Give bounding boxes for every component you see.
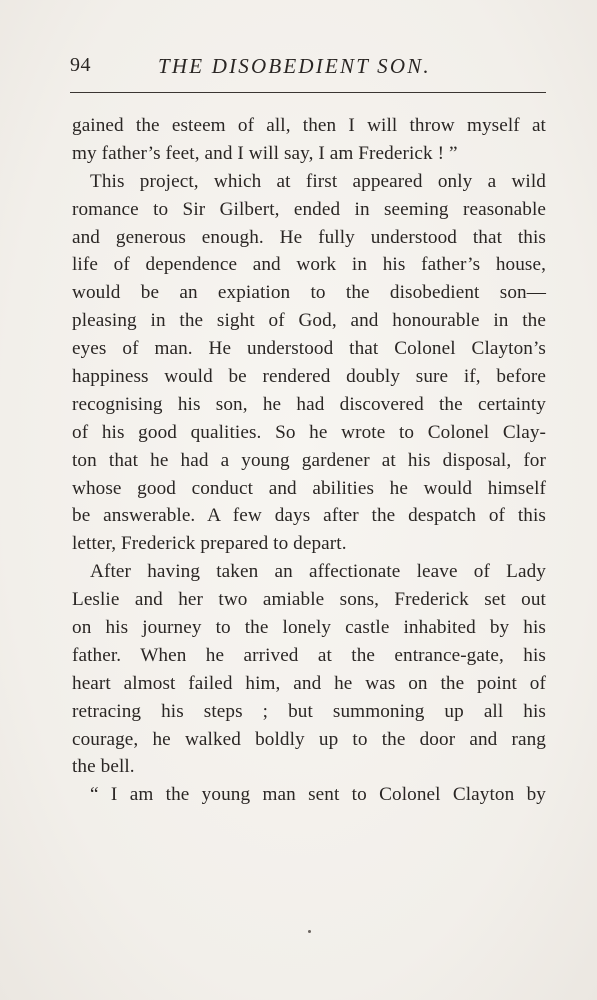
text-line: ton that he had a young gardener at his disposal, for	[72, 449, 546, 471]
print-speck	[308, 930, 311, 933]
text-line: recognising his son, he had discovered the certainty	[72, 393, 546, 415]
text-line: retracing his steps ; but summoning up all his	[72, 700, 546, 722]
text-line: father. When he arrived at the entrance-gate, his	[72, 644, 546, 666]
text-line: After having taken an affectionate leave of Lady	[90, 561, 546, 583]
text-line: “ I am the young man sent to Colonel Clayton by	[90, 784, 546, 806]
text-line: courage, he walked boldly up to the door and rang	[72, 728, 546, 750]
text-line: Leslie and her two amiable sons, Frederick set out	[72, 589, 546, 611]
text-line: eyes of man. He understood that Colonel Clayton’s	[72, 338, 546, 360]
text-line: on his journey to the lonely castle inhabited by his	[72, 617, 546, 639]
text-line: my father’s feet, and I will say, I am Frederick ! ”	[72, 142, 458, 164]
text-line: whose good conduct and abilities he would himself	[72, 477, 546, 499]
text-line: letter, Frederick prepared to depart.	[72, 533, 347, 555]
body-text	[72, 112, 546, 809]
text-line: life of dependence and work in his father’s house,	[72, 254, 546, 276]
running-title: THE DISOBEDIENT SON.	[158, 54, 431, 78]
text-line: the bell.	[72, 756, 135, 778]
header-rule	[70, 92, 546, 93]
text-line: This project, which at first appeared only a wild	[90, 170, 546, 192]
text-line: gained the esteem of all, then I will throw myself at	[72, 115, 546, 136]
text-line: of his good qualities. So he wrote to Colonel Clay-	[72, 421, 546, 443]
running-head	[70, 54, 548, 84]
text-line: and generous enough. He fully understood that this	[72, 226, 546, 248]
text-line: romance to Sir Gilbert, ended in seeming reasonable	[72, 198, 546, 220]
text-line: pleasing in the sight of God, and honourable in the	[72, 310, 546, 332]
text-line: happiness would be rendered doubly sure if, before	[72, 366, 546, 388]
text-line: heart almost failed him, and he was on the point of	[72, 672, 546, 694]
page-number: 94	[70, 54, 91, 76]
text-line: would be an expiation to the disobedient son—	[72, 282, 546, 304]
text-line: be answerable. A few days after the despatch of this	[72, 505, 546, 527]
